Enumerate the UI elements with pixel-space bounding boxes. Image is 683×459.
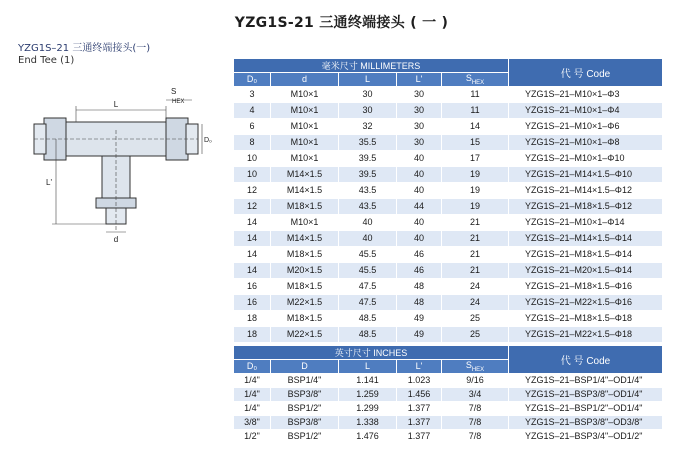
table-cell: 43.5 [339,198,397,214]
table-cell: 40 [397,182,442,198]
table-cell: M22×1.5 [271,294,339,310]
dim-L-label: L [113,100,119,109]
table-cell: 40 [339,214,397,230]
table-cell: 1.377 [397,401,442,415]
code-cell: YZG1S–21–M10×1–Φ8 [509,134,663,150]
table-cell: 48 [397,294,442,310]
table-cell: 14 [234,246,271,262]
table-cell: M10×1 [271,102,339,118]
table-row [234,401,663,415]
table-cell: 47.5 [339,294,397,310]
table-cell: M14×1.5 [271,166,339,182]
table-row [234,102,663,118]
table-cell: 16 [234,294,271,310]
table-cell: M10×1 [271,214,339,230]
dim-hex-label: HEX [172,99,185,105]
table-cell: 24 [442,278,509,294]
table-row [234,198,663,214]
table-cell: 40 [397,150,442,166]
dim-d0-label: D₀ [204,137,212,144]
table-cell: 1.377 [397,429,442,443]
table-row [234,262,663,278]
table-row [234,182,663,198]
table-cell: M20×1.5 [271,262,339,278]
inch-table [233,345,663,444]
table-cell: M10×1 [271,134,339,150]
page-title: YZG1S-21 三通终端接头 ( 一 ) [234,15,449,31]
table-cell: 21 [442,262,509,278]
table-cell: M18×1.5 [271,198,339,214]
table-cell: BSP3/8" [271,415,339,429]
table-cell: 49 [397,310,442,326]
code-cell: YZG1S–21–M18×1.5–Φ14 [509,246,663,262]
table-cell: 3/8" [234,415,271,429]
table-cell: 7/8 [442,429,509,443]
table-cell: 32 [339,118,397,134]
table-cell: 4 [234,102,271,118]
table-cell: M18×1.5 [271,278,339,294]
table-cell: 1.259 [339,387,397,401]
table-cell: 40 [397,230,442,246]
table-row [234,310,663,326]
product-subtitle: End Tee (1) [18,55,75,66]
table-cell: 39.5 [339,150,397,166]
table-cell: 39.5 [339,166,397,182]
code-cell: YZG1S–21–BSP3/4"–OD1/2" [509,429,663,443]
code-cell: YZG1S–21–M18×1.5–Φ18 [509,310,663,326]
code-cell: YZG1S–21–M10×1–Φ3 [509,86,663,102]
table-cell: BSP1/2" [271,429,339,443]
table-cell: 1.299 [339,401,397,415]
code-cell: YZG1S–21–M22×1.5–Φ16 [509,294,663,310]
table-cell: 7/8 [442,401,509,415]
table-row [234,166,663,182]
table-cell: 24 [442,294,509,310]
metric-col-d: d [271,73,339,87]
table-cell: 30 [397,134,442,150]
table-cell: 7/8 [442,415,509,429]
table-cell: 19 [442,182,509,198]
table-cell: 1.476 [339,429,397,443]
table-cell: 35.5 [339,134,397,150]
code-cell: YZG1S–21–BSP3/8"–OD3/8" [509,415,663,429]
table-cell: 1.338 [339,415,397,429]
table-cell: M10×1 [271,118,339,134]
table-cell: 12 [234,198,271,214]
table-cell: 8 [234,134,271,150]
table-row [234,118,663,134]
metric-col-l: L [339,73,397,87]
metric-group-header: 毫米尺寸 MILLIMETERS [234,59,509,73]
table-row [234,387,663,401]
table-cell: 18 [234,310,271,326]
table-cell: 1/4" [234,387,271,401]
table-cell: BSP1/4" [271,373,339,387]
metric-col-lprime: L' [397,73,442,87]
table-cell: 43.5 [339,182,397,198]
table-cell: 14 [234,230,271,246]
table-cell: 19 [442,198,509,214]
table-cell: M14×1.5 [271,182,339,198]
table-cell: 18 [234,326,271,342]
code-cell: YZG1S–21–M10×1–Φ14 [509,214,663,230]
table-cell: BSP1/2" [271,401,339,415]
table-cell: 1.377 [397,415,442,429]
table-cell: 46 [397,246,442,262]
end-tee-drawing [16,70,216,250]
table-cell: 10 [234,150,271,166]
code-cell: YZG1S–21–M14×1.5–Φ14 [509,230,663,246]
code-cell: YZG1S–21–M10×1–Φ6 [509,118,663,134]
table-cell: 48.5 [339,310,397,326]
table-cell: 21 [442,246,509,262]
inch-col-lprime: L' [397,360,442,374]
code-cell: YZG1S–21–M20×1.5–Φ14 [509,262,663,278]
inch-col-d0: D₀ [234,360,271,374]
table-row [234,415,663,429]
table-cell: 40 [397,214,442,230]
table-cell: 14 [234,262,271,278]
dim-S-label: S [171,87,177,96]
table-cell: 10 [234,166,271,182]
table-cell: 16 [234,278,271,294]
table-cell: 25 [442,310,509,326]
code-cell: YZG1S–21–M14×1.5–Φ12 [509,182,663,198]
code-cell: YZG1S–21–M14×1.5–Φ10 [509,166,663,182]
table-cell: BSP3/8" [271,387,339,401]
table-cell: 14 [234,214,271,230]
code-cell: YZG1S–21–M18×1.5–Φ12 [509,198,663,214]
table-cell: 45.5 [339,246,397,262]
table-cell: 46 [397,262,442,278]
table-cell: 9/16 [442,373,509,387]
inch-col-l: L [339,360,397,374]
table-row [234,429,663,443]
table-row [234,214,663,230]
table-cell: 44 [397,198,442,214]
dim-lprime-label: L' [46,178,52,187]
table-cell: 40 [339,230,397,246]
table-row [234,134,663,150]
code-cell: YZG1S–21–M10×1–Φ10 [509,150,663,166]
table-row [234,373,663,387]
table-cell: 21 [442,214,509,230]
inch-col-s: $S_{HEX}$ [442,360,509,374]
table-cell: 21 [442,230,509,246]
table-cell: 11 [442,102,509,118]
metric-col-d0: D₀ [234,73,271,87]
table-cell: 6 [234,118,271,134]
table-row [234,230,663,246]
table-cell: 1.456 [397,387,442,401]
metric-col-s: $S_{HEX}$ [442,73,509,87]
table-cell: M14×1.5 [271,230,339,246]
table-row [234,86,663,102]
code-cell: YZG1S–21–M22×1.5–Φ18 [509,326,663,342]
table-cell: 49 [397,326,442,342]
table-cell: M22×1.5 [271,326,339,342]
table-cell: M10×1 [271,150,339,166]
table-row [234,150,663,166]
product-title: YZG1S–21 三通终端接头(一) [18,43,151,54]
table-cell: 30 [397,102,442,118]
code-cell: YZG1S–21–M10×1–Φ4 [509,102,663,118]
table-cell: 1.141 [339,373,397,387]
table-cell: 15 [442,134,509,150]
table-cell: 14 [442,118,509,134]
code-cell: YZG1S–21–BSP1/2"–OD1/4" [509,401,663,415]
table-row [234,246,663,262]
table-cell: 1/4" [234,401,271,415]
table-cell: 3/4 [442,387,509,401]
table-cell: 48.5 [339,326,397,342]
table-cell: 19 [442,166,509,182]
table-cell: 47.5 [339,278,397,294]
table-cell: 45.5 [339,262,397,278]
table-cell: 11 [442,86,509,102]
metric-code-header: 代 号 Code [509,59,663,87]
table-cell: 30 [397,118,442,134]
table-cell: 17 [442,150,509,166]
table-row [234,278,663,294]
table-cell: 3 [234,86,271,102]
table-cell: 48 [397,278,442,294]
table-cell: 30 [339,86,397,102]
table-cell: M10×1 [271,86,339,102]
table-cell: M18×1.5 [271,246,339,262]
table-cell: 30 [339,102,397,118]
inch-group-header: 英寸尺寸 INCHES [234,346,509,360]
table-cell: 40 [397,166,442,182]
table-row [234,294,663,310]
inch-code-header: 代 号 Code [509,346,663,374]
table-cell: 25 [442,326,509,342]
code-cell: YZG1S–21–BSP1/4"–OD1/4" [509,373,663,387]
table-cell: 1.023 [397,373,442,387]
table-cell: 1/4" [234,373,271,387]
code-cell: YZG1S–21–BSP3/8"–OD1/4" [509,387,663,401]
metric-table [233,58,663,343]
table-cell: 30 [397,86,442,102]
code-cell: YZG1S–21–M18×1.5–Φ16 [509,278,663,294]
table-cell: 12 [234,182,271,198]
table-row [234,326,663,342]
table-cell: 1/2" [234,429,271,443]
inch-col-d: D [271,360,339,374]
dim-d-label: d [113,235,119,244]
table-cell: M18×1.5 [271,310,339,326]
